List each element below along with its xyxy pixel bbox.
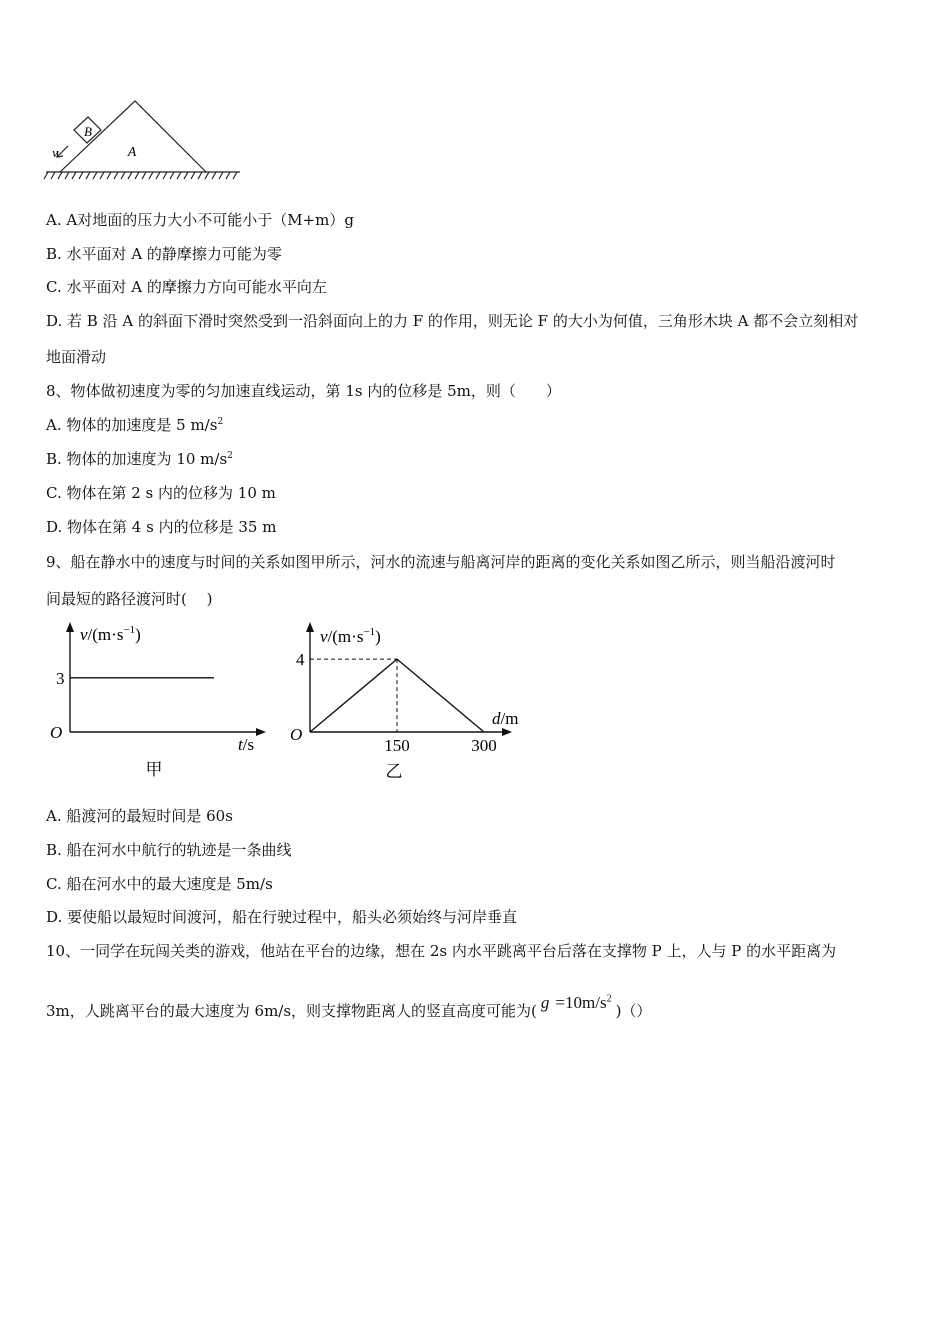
origin-label: O <box>290 725 303 744</box>
chart-caption: 甲 <box>145 760 163 779</box>
incline-figure <box>40 95 250 187</box>
y-axis-arrow <box>66 622 74 632</box>
q8-option-a <box>46 414 910 436</box>
q8-stem: 8、物体做初速度为零的匀加速直线运动，第 1s 内的位移是 5m，则（ ） <box>46 382 561 400</box>
q7-option-b: B. 水平面对 A 的静摩擦力可能为零 <box>46 245 282 263</box>
q8-option-a-text: A. 物体的加速度是 5 m/s <box>46 416 218 434</box>
origin-label: O <box>50 723 63 742</box>
y-tick-label: 4 <box>296 650 305 670</box>
q10-formula-g: g <box>540 993 550 1012</box>
velocity-arrow <box>57 146 68 157</box>
y-axis-arrow <box>306 622 314 632</box>
block-label: B <box>84 124 92 139</box>
wedge-A <box>60 101 206 172</box>
q10-formula <box>537 993 612 1012</box>
q9-option-d: D. 要使船以最短时间渡河，船在行驶过程中，船头必须始终与河岸垂直 <box>46 908 518 926</box>
q9-stem-line1: 9、船在静水中的速度与时间的关系如图甲所示，河水的流速与船离河岸的距离的变化关系如图乙所示，则当船沿渡河时 <box>46 553 836 571</box>
q7-option-a: A. A对地面的压力大小不可能小于（M+m）g <box>46 211 354 229</box>
x-axis-arrow <box>256 728 266 736</box>
q9-stem-line2: 间最短的路径渡河时( ) <box>46 590 213 608</box>
q8-option-b-text: B. 物体的加速度为 10 m/s <box>46 450 228 468</box>
q10-formula-value: =10m/s <box>555 993 607 1012</box>
y-tick-label: 3 <box>56 668 65 688</box>
chart-caption: 乙 <box>385 762 403 781</box>
x-axis-label: d/m <box>492 709 519 728</box>
q7-option-d-line1: D. 若 B 沿 A 的斜面下滑时突然受到一沿斜面向上的力 F 的作用，则无论 F 的大小为何值，三角形木块 A 都不会立刻相对 <box>46 312 859 330</box>
q8-option-d: D. 物体在第 4 s 内的位移是 35 m <box>46 518 277 536</box>
q10-formula-sup: 2 <box>606 993 612 1005</box>
y-axis-label: $v/(m\cdot s^{-1})$ <box>320 626 381 646</box>
q10-stem-text: 3m，人跳离平台的最大速度为 6m/s，则支撑物距离人的竖直高度可能为( <box>46 1002 537 1020</box>
q10-stem-end: )（） <box>615 1002 652 1020</box>
q9-option-b: B. 船在河水中航行的轨迹是一条曲线 <box>46 841 292 859</box>
q9-option-c: C. 船在河水中的最大速度是 5m/s <box>46 875 273 893</box>
x-axis-arrow <box>502 728 512 736</box>
q8-option-b-sup: 2 <box>227 451 233 461</box>
x-tick-label: 150 <box>384 736 410 755</box>
ground-hatching <box>44 172 237 179</box>
chart-yi <box>284 618 534 788</box>
q8-option-a-sup: 2 <box>217 417 224 427</box>
q9-option-a: A. 船渡河的最短时间是 60s <box>46 807 233 825</box>
q8-option-c: C. 物体在第 2 s 内的位移为 10 m <box>46 484 276 502</box>
chart-jia <box>44 618 276 788</box>
q8-option-b <box>46 448 910 470</box>
velocity-label: v <box>52 145 58 160</box>
q10-stem-line2 <box>46 993 910 1022</box>
x-tick-label: 300 <box>471 736 497 755</box>
x-axis-label: t/s <box>238 735 255 754</box>
y-axis-label: $v/(m\cdot s^{-1})$ <box>80 624 141 644</box>
q10-stem-line1: 10、一同学在玩闯关类的游戏，他站在平台的边缘，想在 2s 内水平跳离平台后落在支撑物 P 上，人与 P 的水平距离为 <box>46 942 837 960</box>
q7-option-d-line2: 地面滑动 <box>46 348 107 366</box>
q7-option-c: C. 水平面对 A 的摩擦力方向可能水平向左 <box>46 278 327 296</box>
wedge-label: A <box>127 145 137 160</box>
